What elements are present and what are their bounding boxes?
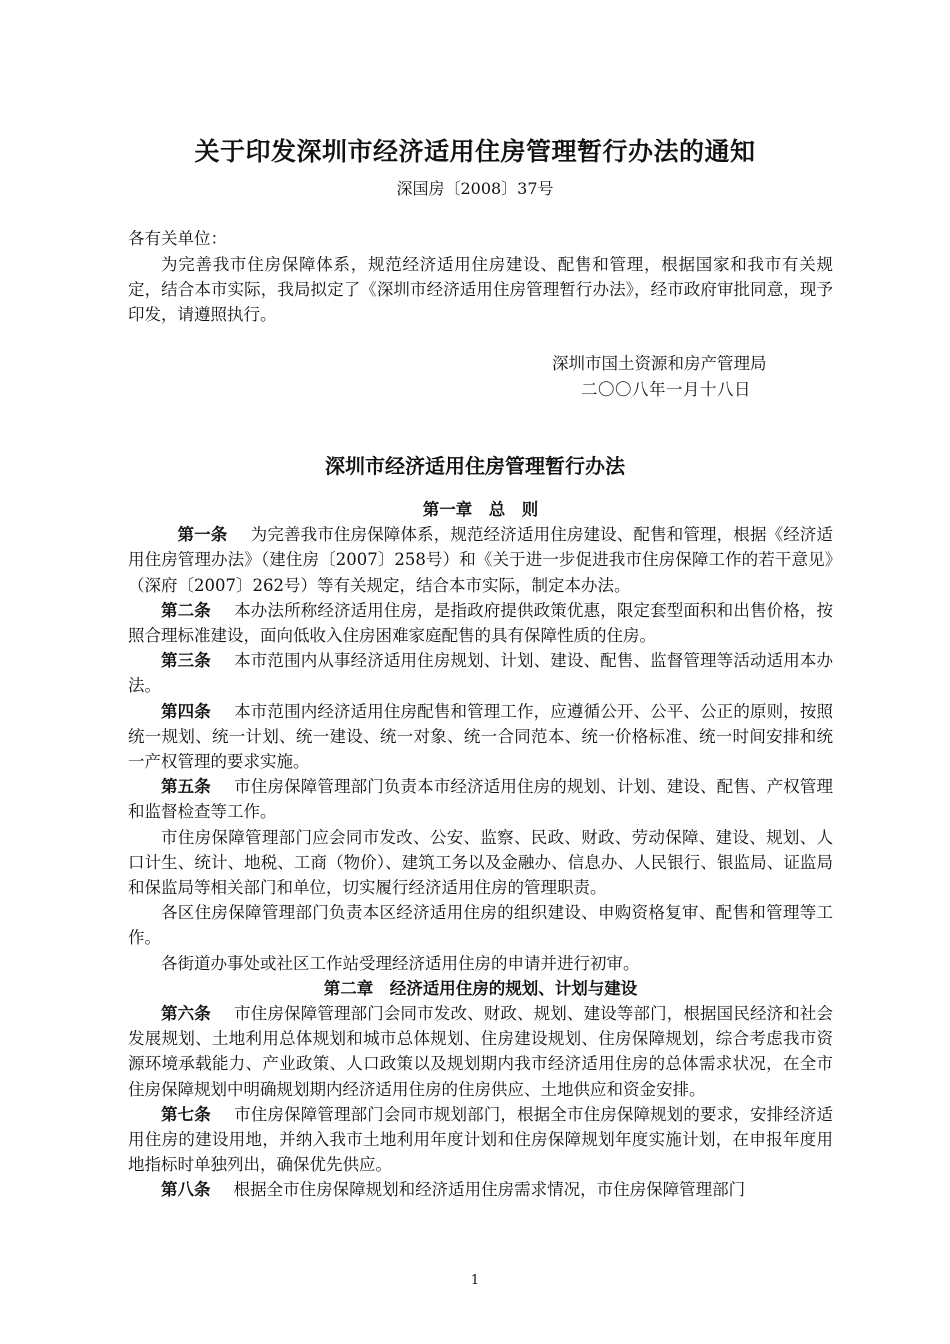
article [128,1177,833,1202]
article-text: 根据全市住房保障规划和经济适用住房需求情况，市住房保障管理部门 [233,1180,746,1200]
article [128,774,833,824]
article-text: 本办法所称经济适用住房，是指政府提供政策优惠，限定套型面积和出售价格，按照合理标准建设，面向低收入住房困难家庭配售的具有保障性质的住房。 [128,600,834,646]
article-text: 市住房保障管理部门负责本市经济适用住房的规划、计划、建设、配售、产权管理和监督检查等工作。 [128,777,834,822]
article-text: 本市范围内经济适用住房配售和管理工作，应遵循公开、公平、公正的原则，按照统一规划、统一计划、统一建设、统一对象、统一合同范本、统一价格标准、统一时间安排和统一产权管理的要求实施。 [128,701,834,772]
page-number: 1 [470,1273,480,1288]
paragraph: 市住房保障管理部门应会同市发改、公安、监察、民政、财政、劳动保障、建设、规划、人口计生、统计、地税、工商（物价）、建筑工务以及金融办、信息办、人民银行、银监局、证监局和保监局等相关部门和单位，切实履行经济适用住房的管理职责。 [128,827,833,898]
article-text: 本市范围内从事经济适用住房规划、计划、建设、配售、监督管理等活动适用本办法。 [128,651,834,696]
article-label: 第五条 [161,777,211,797]
notice-body: 为完善我市住房保障体系，规范经济适用住房建设、配售和管理，根据国家和我市有关规定，结合本市实际，我局拟定了《深圳市经济适用住房管理暂行办法》，经市政府审批同意，现予印发，请遵照执行。 [128,255,833,325]
regulation-body [128,497,833,1203]
article [128,1102,833,1178]
paragraph: 各区住房保障管理部门负责本区经济适用住房的组织建设、申购资格复审、配售和管理等工作。 [128,903,833,948]
article [128,598,833,648]
article [128,522,833,598]
salutation: 各有关单位： [128,229,227,248]
article [128,699,833,775]
notice-title: 关于印发深圳市经济适用住房管理暂行办法的通知 [194,137,756,166]
article-label: 第八条 [161,1180,211,1200]
chapter-heading: 第二章 经济适用住房的规划、计划与建设 [323,978,638,998]
article-label: 第七条 [161,1104,211,1124]
article [128,648,833,698]
article-label: 第六条 [161,1004,211,1024]
regulation-title: 深圳市经济适用住房管理暂行办法 [325,454,625,478]
article-text: 市住房保障管理部门会同市规划部门，根据全市住房保障规划的要求，安排经济适用住房的建设用地，并纳入我市土地利用年度计划和住房保障规划年度实施计划，在申报年度用地指标时单独列出，确保优先供应。 [128,1104,834,1175]
article-label: 第四条 [161,701,211,721]
issuer: 深圳市国土资源和房产管理局 [552,354,767,373]
issue-date: 二〇〇八年一月十八日 [581,380,751,399]
article-label: 第一条 [177,525,228,545]
chapter-heading: 第一章 总 则 [422,500,539,519]
paragraph: 各街道办事处或社区工作站受理经济适用住房的申请并进行初审。 [161,953,640,973]
article-text: 市住房保障管理部门会同市发改、财政、规划、建设等部门，根据国民经济和社会发展规划、土地利用总体规划和城市总体规划、住房建设规划、住房保障规划，综合考虑我市资源环境承载能力、产业政策、人口政策以及规划期内我市经济适用住房的总体需求状况，在全市住房保障规划中明确规划期内经济适用住房的住房供应、土地供应和资金安排。 [128,1004,834,1099]
article [128,1001,833,1102]
article-label: 第二条 [161,600,211,620]
article-label: 第三条 [161,651,211,671]
article-text: 为完善我市住房保障体系，规范经济适用住房建设、配售和管理，根据《经济适用住房管理办法》（建住房〔2007〕258号）和《关于进一步促进我市住房保障工作的若干意见》（深府〔2007〕262号）等有关规定，结合本市实际，制定本办法。 [128,525,834,595]
document-number: 深国房〔2008〕37号 [396,179,554,198]
